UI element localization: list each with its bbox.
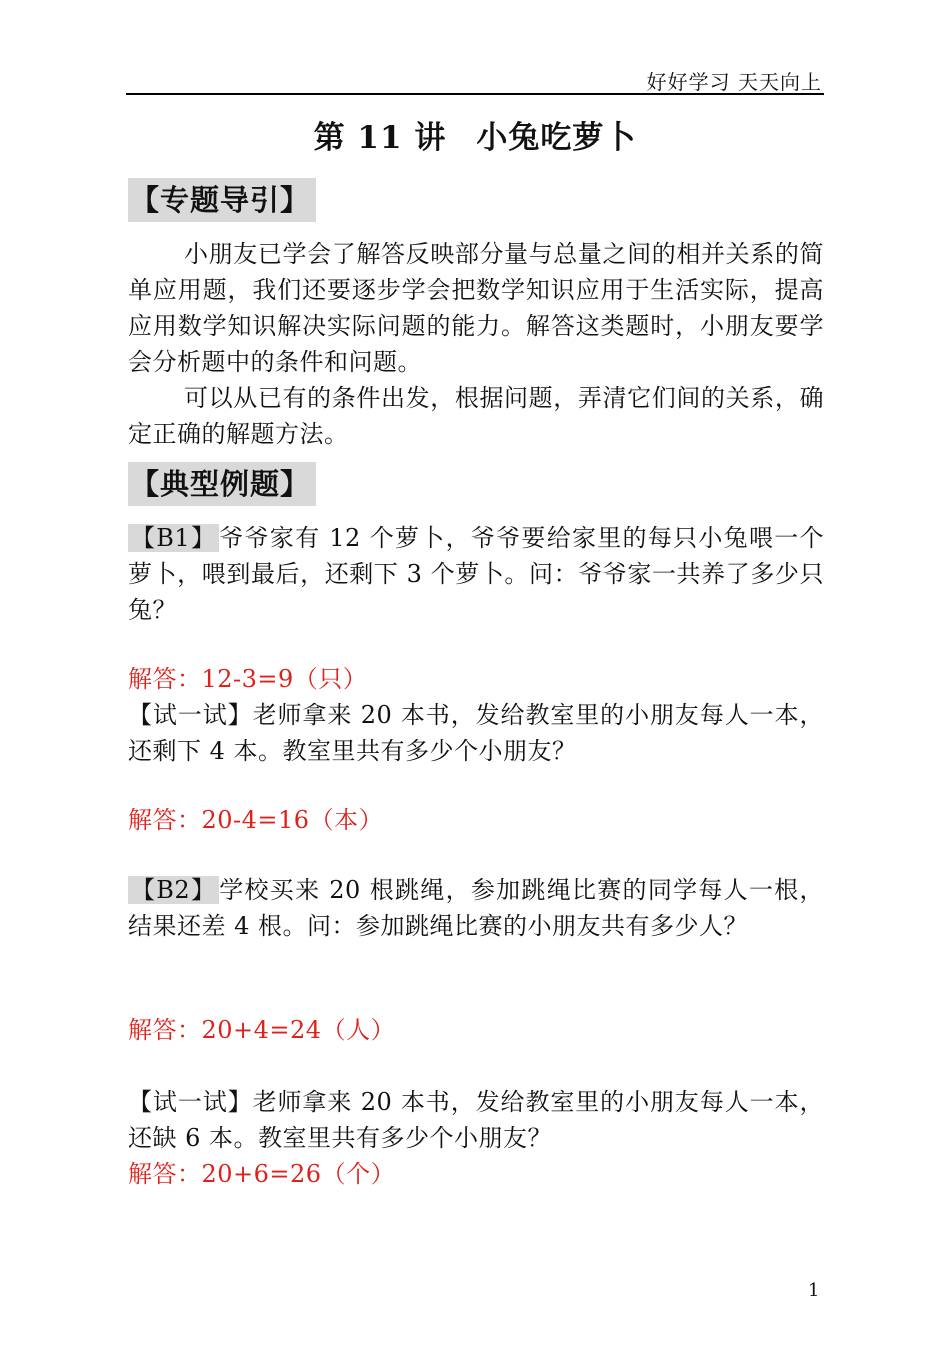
try-2-answer: 解答：20+6=26（个） [128, 1160, 396, 1188]
page-number: 1 [808, 1280, 820, 1301]
header-rule [126, 93, 824, 95]
example-b1-tag: 【B1】 [128, 524, 219, 552]
intro-paragraph-2: 可以从已有的条件出发，根据问题，弄清它们间的关系，确定正确的解题方法。 [128, 384, 824, 448]
intro-paragraph-1: 小朋友已学会了解答反映部分量与总量之间的相并关系的简单应用题，我们还要逐步学会把数学知识应用于生活实际，提高应用数学知识解决实际问题的能力。解答这类题时，小朋友要学会分析题中的条件和问题。 [128, 240, 824, 376]
try-2-question: 老师拿来 20 本书，发给教室里的小朋友每人一本，还缺 6 本。教室里共有多少个小朋友？ [128, 1088, 825, 1152]
example-b1-question: 爷爷家有 12 个萝卜，爷爷要给家里的每只小兔喂一个萝卜，喂到最后，还剩下 3 个萝卜。问：爷爷家一共养了多少只兔？ [128, 524, 825, 624]
example-b2-answer: 解答：20+4=24（人） [128, 1016, 396, 1044]
try-2 [128, 1084, 824, 1156]
try-1-question: 老师拿来 20 本书，发给教室里的小朋友每人一本，还剩下 4 本。教室里共有多少个小朋友？ [128, 701, 825, 765]
example-b2-tag: 【B2】 [128, 876, 219, 904]
try-2-tag: 【试一试】 [128, 1088, 253, 1116]
lesson-number: 第 11 讲 [313, 120, 447, 156]
try-1-answer: 解答：20-4=16（本） [128, 806, 384, 834]
example-b2-question: 学校买来 20 根跳绳，参加跳绳比赛的同学每人一根，结果还差 4 根。问：参加跳绳比赛的小朋友共有多少人？ [128, 876, 825, 940]
header-motto: 好好学习 天天向上 [646, 70, 822, 94]
section-heading-intro: 【专题导引】 [128, 178, 316, 222]
section-heading-examples: 【典型例题】 [128, 462, 316, 506]
try-1 [128, 697, 824, 769]
try-1-tag: 【试一试】 [128, 701, 253, 729]
example-b2 [128, 872, 824, 944]
example-b1-answer: 解答：12-3=9（只） [128, 665, 368, 693]
example-b1 [128, 520, 824, 628]
lesson-topic: 小兔吃萝卜 [476, 120, 637, 156]
lesson-title [126, 112, 824, 157]
